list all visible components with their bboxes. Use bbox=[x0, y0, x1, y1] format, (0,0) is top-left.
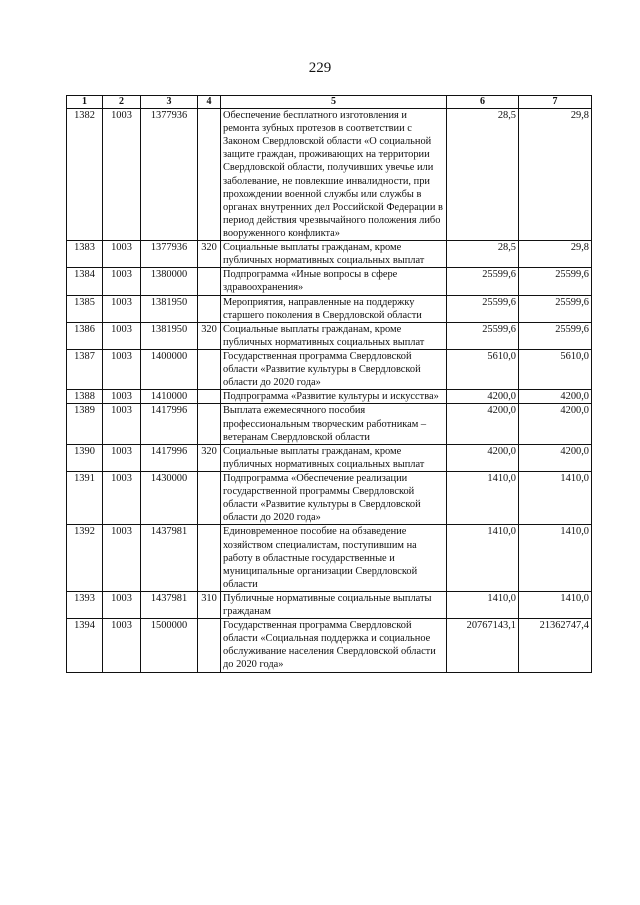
amount-col-7: 25599,6 bbox=[519, 295, 592, 322]
expense-type-code bbox=[198, 295, 221, 322]
section-code: 1003 bbox=[103, 268, 141, 295]
target-article-code: 1377936 bbox=[141, 241, 198, 268]
expense-type-code bbox=[198, 525, 221, 592]
section-code: 1003 bbox=[103, 322, 141, 349]
target-article-code: 1430000 bbox=[141, 471, 198, 524]
row-number: 1385 bbox=[67, 295, 103, 322]
item-name: Подпрограмма «Развитие культуры и искусства» bbox=[221, 390, 447, 404]
amount-col-6: 25599,6 bbox=[447, 268, 519, 295]
amount-col-7: 4200,0 bbox=[519, 444, 592, 471]
amount-col-7: 29,8 bbox=[519, 109, 592, 241]
row-number: 1394 bbox=[67, 619, 103, 672]
table-row bbox=[67, 525, 592, 592]
section-code: 1003 bbox=[103, 525, 141, 592]
amount-col-7: 4200,0 bbox=[519, 390, 592, 404]
amount-col-6: 4200,0 bbox=[447, 390, 519, 404]
item-name: Выплата ежемесячного пособия профессиональным творческим работникам – ветеранам Свердловской области bbox=[221, 404, 447, 444]
row-number: 1389 bbox=[67, 404, 103, 444]
expense-type-code: 320 bbox=[198, 322, 221, 349]
expense-type-code bbox=[198, 619, 221, 672]
row-number: 1382 bbox=[67, 109, 103, 241]
header-col-6: 6 bbox=[447, 96, 519, 109]
target-article-code: 1400000 bbox=[141, 349, 198, 389]
section-code: 1003 bbox=[103, 241, 141, 268]
amount-col-7: 1410,0 bbox=[519, 591, 592, 618]
target-article-code: 1417996 bbox=[141, 444, 198, 471]
table-row bbox=[67, 444, 592, 471]
item-name: Подпрограмма «Иные вопросы в сфере здравоохранения» bbox=[221, 268, 447, 295]
budget-table bbox=[66, 95, 592, 673]
target-article-code: 1410000 bbox=[141, 390, 198, 404]
header-col-3: 3 bbox=[141, 96, 198, 109]
row-number: 1391 bbox=[67, 471, 103, 524]
table-row bbox=[67, 471, 592, 524]
page-number: 229 bbox=[308, 60, 332, 76]
table-row bbox=[67, 295, 592, 322]
table-header bbox=[67, 96, 592, 109]
amount-col-6: 28,5 bbox=[447, 241, 519, 268]
row-number: 1393 bbox=[67, 591, 103, 618]
item-name: Мероприятия, направленные на поддержку старшего поколения в Свердловской области bbox=[221, 295, 447, 322]
amount-col-7: 1410,0 bbox=[519, 525, 592, 592]
expense-type-code bbox=[198, 404, 221, 444]
section-code: 1003 bbox=[103, 471, 141, 524]
item-name: Публичные нормативные социальные выплаты гражданам bbox=[221, 591, 447, 618]
table-row bbox=[67, 241, 592, 268]
item-name: Единовременное пособие на обзаведение хозяйством специалистам, поступившим на работу в областные государственные и муниципальные организации Свердловской области bbox=[221, 525, 447, 592]
target-article-code: 1437981 bbox=[141, 591, 198, 618]
section-code: 1003 bbox=[103, 404, 141, 444]
amount-col-7: 29,8 bbox=[519, 241, 592, 268]
table-body bbox=[67, 109, 592, 673]
amount-col-6: 25599,6 bbox=[447, 322, 519, 349]
amount-col-7: 1410,0 bbox=[519, 471, 592, 524]
amount-col-7: 4200,0 bbox=[519, 404, 592, 444]
amount-col-7: 25599,6 bbox=[519, 322, 592, 349]
table-row bbox=[67, 109, 592, 241]
header-col-2: 2 bbox=[103, 96, 141, 109]
section-code: 1003 bbox=[103, 444, 141, 471]
expense-type-code bbox=[198, 349, 221, 389]
expense-type-code bbox=[198, 109, 221, 241]
table-row bbox=[67, 322, 592, 349]
row-number: 1387 bbox=[67, 349, 103, 389]
section-code: 1003 bbox=[103, 109, 141, 241]
amount-col-7: 5610,0 bbox=[519, 349, 592, 389]
target-article-code: 1381950 bbox=[141, 295, 198, 322]
amount-col-6: 28,5 bbox=[447, 109, 519, 241]
header-col-5: 5 bbox=[221, 96, 447, 109]
item-name: Государственная программа Свердловской области «Развитие культуры в Свердловской области до 2020 года» bbox=[221, 349, 447, 389]
amount-col-6: 1410,0 bbox=[447, 471, 519, 524]
target-article-code: 1500000 bbox=[141, 619, 198, 672]
row-number: 1384 bbox=[67, 268, 103, 295]
target-article-code: 1380000 bbox=[141, 268, 198, 295]
amount-col-6: 4200,0 bbox=[447, 404, 519, 444]
amount-col-6: 5610,0 bbox=[447, 349, 519, 389]
item-name: Социальные выплаты гражданам, кроме публичных нормативных социальных выплат bbox=[221, 241, 447, 268]
target-article-code: 1417996 bbox=[141, 404, 198, 444]
item-name: Социальные выплаты гражданам, кроме публичных нормативных социальных выплат bbox=[221, 444, 447, 471]
header-row bbox=[67, 96, 592, 109]
amount-col-7: 25599,6 bbox=[519, 268, 592, 295]
expense-type-code: 320 bbox=[198, 241, 221, 268]
section-code: 1003 bbox=[103, 619, 141, 672]
row-number: 1386 bbox=[67, 322, 103, 349]
amount-col-6: 20767143,1 bbox=[447, 619, 519, 672]
row-number: 1388 bbox=[67, 390, 103, 404]
target-article-code: 1437981 bbox=[141, 525, 198, 592]
item-name: Обеспечение бесплатного изготовления и ремонта зубных протезов в соответствии с Законом Свердловской области «О социальной защите граждан, проживающих на территории Свердловской области, получивших увечье или заболевание, не повлекшие инвалидности, при прохождении военной службы или службы в органах внутренних дел Российской Федерации в период действия чрезвычайного положения либо вооруженного конфликта» bbox=[221, 109, 447, 241]
section-code: 1003 bbox=[103, 349, 141, 389]
table-row bbox=[67, 390, 592, 404]
section-code: 1003 bbox=[103, 295, 141, 322]
section-code: 1003 bbox=[103, 591, 141, 618]
header-col-4: 4 bbox=[198, 96, 221, 109]
header-col-1: 1 bbox=[67, 96, 103, 109]
table-row bbox=[67, 619, 592, 672]
target-article-code: 1377936 bbox=[141, 109, 198, 241]
row-number: 1383 bbox=[67, 241, 103, 268]
header-col-7: 7 bbox=[519, 96, 592, 109]
item-name: Подпрограмма «Обеспечение реализации государственной программы Свердловской области «Развитие культуры в Свердловской области до 2020 года» bbox=[221, 471, 447, 524]
expense-type-code bbox=[198, 471, 221, 524]
target-article-code: 1381950 bbox=[141, 322, 198, 349]
row-number: 1392 bbox=[67, 525, 103, 592]
amount-col-6: 1410,0 bbox=[447, 591, 519, 618]
expense-type-code bbox=[198, 268, 221, 295]
amount-col-6: 4200,0 bbox=[447, 444, 519, 471]
amount-col-6: 25599,6 bbox=[447, 295, 519, 322]
table-row bbox=[67, 591, 592, 618]
expense-type-code bbox=[198, 390, 221, 404]
row-number: 1390 bbox=[67, 444, 103, 471]
expense-type-code: 320 bbox=[198, 444, 221, 471]
item-name: Социальные выплаты гражданам, кроме публичных нормативных социальных выплат bbox=[221, 322, 447, 349]
amount-col-6: 1410,0 bbox=[447, 525, 519, 592]
amount-col-7: 21362747,4 bbox=[519, 619, 592, 672]
expense-type-code: 310 bbox=[198, 591, 221, 618]
section-code: 1003 bbox=[103, 390, 141, 404]
table-row bbox=[67, 268, 592, 295]
table-row bbox=[67, 349, 592, 389]
item-name: Государственная программа Свердловской области «Социальная поддержка и социальное обслуживание населения Свердловской области до 2020 года» bbox=[221, 619, 447, 672]
table-row bbox=[67, 404, 592, 444]
